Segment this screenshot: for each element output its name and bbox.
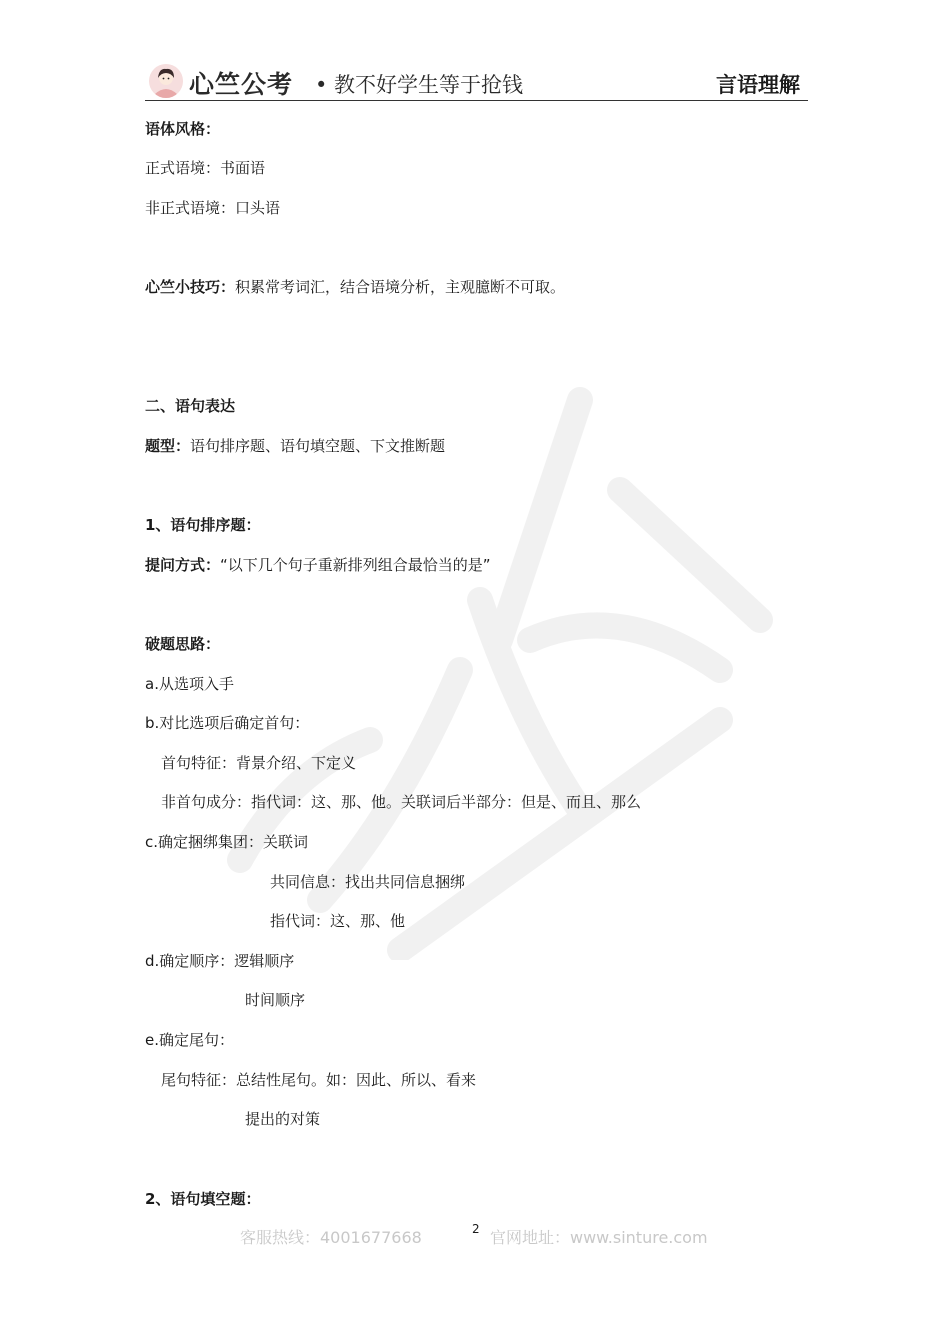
text-line bbox=[145, 951, 294, 971]
text-line bbox=[145, 674, 234, 694]
line-text: 尾句特征：总结性尾句。如：因此、所以、看来 bbox=[161, 1071, 477, 1089]
line-text: e.确定尾句： bbox=[145, 1031, 234, 1049]
line-text: c.确定捆绑集团：关联词 bbox=[145, 833, 309, 851]
brand-slogan: • 教不好学生等于抢钱 bbox=[315, 73, 524, 97]
text-line bbox=[270, 872, 465, 892]
page-number: 2 bbox=[472, 1222, 480, 1236]
line-text: 时间顺序 bbox=[245, 991, 306, 1009]
text-line bbox=[145, 1189, 260, 1209]
text-line bbox=[145, 198, 280, 218]
text-line bbox=[245, 1109, 320, 1129]
text-line bbox=[145, 396, 235, 416]
text-line bbox=[145, 277, 565, 297]
brand-avatar-icon bbox=[149, 64, 183, 98]
watermark-logo bbox=[200, 340, 800, 960]
line-text: 积累常考词汇，结合语境分析，主观臆断不可取。 bbox=[235, 278, 566, 296]
line-label: 破题思路： bbox=[145, 635, 221, 653]
text-line bbox=[145, 515, 260, 535]
line-text: 指代词：这、那、他 bbox=[270, 912, 406, 930]
line-text: 正式语境：书面语 bbox=[145, 159, 266, 177]
text-line bbox=[145, 634, 220, 654]
page-header bbox=[145, 62, 808, 101]
line-text: 非首句成分：指代词：这、那、他。关联词后半部分：但是、而且、那么 bbox=[161, 793, 642, 811]
line-text: d.确定顺序：逻辑顺序 bbox=[145, 952, 295, 970]
footer-hotline: 客服热线：4001677668 bbox=[240, 1228, 422, 1247]
text-line bbox=[145, 832, 308, 852]
line-text: 提出的对策 bbox=[245, 1110, 321, 1128]
text-line bbox=[145, 158, 265, 178]
text-line bbox=[145, 713, 309, 733]
line-text: “以下几个句子重新排列组合最恰当的是” bbox=[220, 556, 491, 574]
line-label: 题型： bbox=[145, 437, 191, 455]
line-text: 非正式语境：口头语 bbox=[145, 199, 281, 217]
line-label: 心竺小技巧： bbox=[145, 278, 236, 296]
text-line bbox=[145, 119, 220, 139]
text-line bbox=[245, 990, 305, 1010]
line-text: a.从选项入手 bbox=[145, 675, 234, 693]
line-text: 语句排序题、语句填空题、下文推断题 bbox=[190, 437, 446, 455]
line-label: 2、语句填空题： bbox=[145, 1190, 261, 1208]
line-text: 共同信息：找出共同信息捆绑 bbox=[270, 873, 466, 891]
text-line bbox=[161, 792, 641, 812]
footer-website: 官网地址：www.sinture.com bbox=[490, 1228, 708, 1247]
text-line bbox=[161, 1070, 476, 1090]
line-text: b.对比选项后确定首句： bbox=[145, 714, 310, 732]
text-line bbox=[270, 911, 405, 931]
line-label: 二、语句表达 bbox=[145, 397, 236, 415]
text-line bbox=[145, 436, 445, 456]
line-label: 1、语句排序题： bbox=[145, 516, 261, 534]
line-label: 语体风格： bbox=[145, 120, 221, 138]
line-text: 首句特征：背景介绍、下定义 bbox=[161, 754, 357, 772]
section-title: 言语理解 bbox=[716, 73, 800, 97]
text-line bbox=[145, 555, 491, 575]
text-line bbox=[161, 753, 356, 773]
brand-name: 心竺公考 bbox=[189, 70, 294, 99]
line-label: 提问方式： bbox=[145, 556, 221, 574]
text-line bbox=[145, 1030, 234, 1050]
